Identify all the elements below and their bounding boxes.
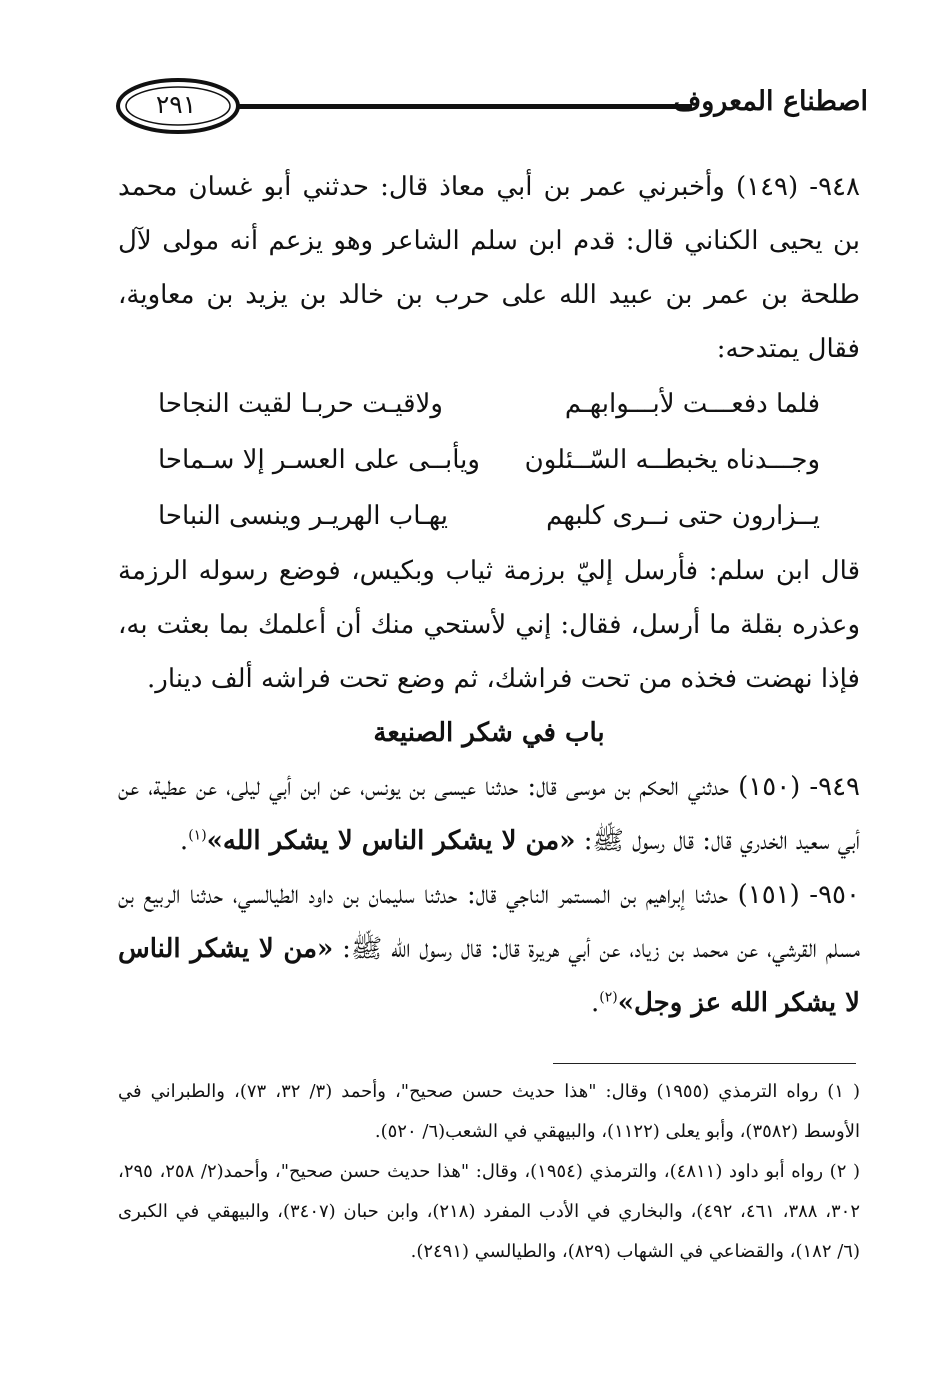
footnote-1: ( ١) رواه الترمذي (١٩٥٥) وقال: "هذا حديث حسن صحيح"، وأحمد (٣/ ٣٢، ٧٣)، والطبراني في الأوسط (٣٥٨٢)، وأبو يعلى (١١٢٢)، والبيهقي في الشعب(٦/ ٥٢٠). [118,1081,861,1142]
footnotes [118,1072,860,1272]
hadith-949-end: . [179,826,189,856]
hadith-950-text: «من لا يشكر الناس لا يشكر الله عز وجل» [118,934,860,1018]
main-text [118,160,860,1030]
hadith-950 [118,868,860,1030]
verse-3-second-hemistich: يهـاب الهريـر وينسى النباحا [158,501,448,531]
footnote-ref-2[interactable]: (٢) [599,989,618,1006]
hadith-948: ٩٤٨- (١٤٩) وأخبرني عمر بن أبي معاذ قال: حدثني أبو غسان محمد بن يحيى الكناني قال: قدم ابن سلم الشاعر وهو يزعم أنه مولى لآل طلحة بن عمر بن عبيد الله على حرب بن خالد بن يزيد بن معاوية، فقال يمتدحه: [118,172,860,364]
verse-line-3 [118,488,860,544]
footnote-separator [553,1063,856,1064]
footnote-2: ( ٢) رواه أبو داود (٤٨١١)، والترمذي (١٩٥٤)، وقال: "هذا حديث حسن صحيح"، وأحمد(٢/ ٢٥٨، ٢٩٥، ٣٠٢، ٣٨٨، ٤٦١، ٤٩٢)، والبخاري في الأدب المفرد (٢١٨)، وابن حبان (٣٤٠٧)، والبيهقي في الكبرى (٦/ ١٨٢)، والقضاعي في الشهاب (٨٢٩)، والطيالسي (٢٤٩١). [118,1161,861,1262]
verse-3-first-hemistich: يــزارون حتى نــرى كلبهم [546,501,820,531]
verse-2-second-hemistich: ويأبــى على العسـر إلا سـماحا [158,445,480,475]
hadith-948-continuation: قال ابن سلم: فأرسل إليّ برزمة ثياب وبكيس، فوضع رسوله الرزمة وعذره بقلة ما أرسل، فقال: إني لأستحي منك أن أعلمك بما بعثت به، فإذا نهضت فخذه من تحت فراشك، ثم وضع تحت فراشه ألف دينار. [118,556,860,694]
page-number: ٢٩١ [155,90,197,119]
hadith-950-end: . [590,988,600,1018]
chapter-heading: باب في شكر الصنيعة [373,718,605,748]
hadith-950-chain: ٩٥٠- (١٥١) حدثنا إبراهيم بن المستمر الناجي قال: حدثنا سليمان بن داود الطيالسي، حدثنا الربيع بن مسلم القرشي، عن محمد بن زياد، عن أبي هريرة قال: قال رسول الله ﷺ: [118,880,860,964]
verse-2-first-hemistich: وجـــدناه يخبطــه السّــئلون [524,445,820,475]
hadith-949 [118,760,860,868]
running-title: اصطناع المعروف [673,86,868,117]
verse-line-1 [118,376,860,432]
page-header [112,70,868,148]
hadith-949-text: «من لا يشكر الناس لا يشكر الله» [206,826,576,856]
footnote-ref-1[interactable]: (١) [188,827,207,844]
verse-1-first-hemistich: فلما دفعـــت لأبـــوابهـم [564,389,820,419]
verse-line-2 [118,432,860,488]
hadith-949-chain: ٩٤٩- (١٥٠) حدثني الحكم بن موسى قال: حدثنا عيسى بن يونس، عن ابن أبي ليلى، عن عطية، عن أبي سعيد الخدري قال: قال رسول ﷺ: [118,772,861,856]
verse-1-second-hemistich: ولاقيـت حربـا لقيت النجاحا [158,389,443,419]
